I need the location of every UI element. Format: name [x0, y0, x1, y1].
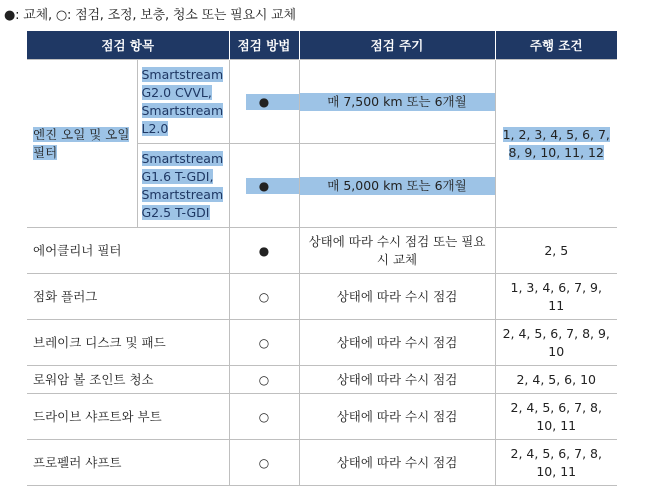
- method-symbol: ○: [229, 274, 299, 320]
- engine-oil-item-label: 엔진 오일 및 오일 필터: [33, 126, 130, 160]
- method-symbol: ○: [229, 394, 299, 440]
- legend-text: ●: 교체, ○: 점검, 조정, 보충, 청소 또는 필요시 교체: [4, 8, 296, 23]
- conditions-cell: 1, 3, 4, 6, 7, 9, 11: [495, 274, 617, 320]
- interval-cell: 상태에 따라 수시 점검: [299, 440, 495, 486]
- engine-oil-conditions: [495, 60, 617, 228]
- engine-oil-conditions-label: 1, 2, 3, 4, 5, 6, 7, 8, 9, 10, 11, 12: [502, 126, 610, 160]
- engine-variant-2-label: Smartstream G1.6 T-GDI, Smartstream G2.5 T-GDI: [141, 150, 224, 220]
- interval-cell: 상태에 따라 수시 점검: [299, 366, 495, 394]
- row-item: 프로펠러 샤프트: [27, 440, 229, 486]
- header-conditions: 주행 조건: [495, 31, 617, 60]
- table-row: [27, 394, 617, 440]
- interval-cell: 상태에 따라 수시 점검: [299, 274, 495, 320]
- engine-oil-item: [27, 60, 137, 228]
- row-item: 브레이크 디스크 및 패드: [27, 320, 229, 366]
- header-method: 점검 방법: [229, 31, 299, 60]
- table-row: [27, 366, 617, 394]
- method-cell: [229, 144, 299, 228]
- header-interval: 점검 주기: [299, 31, 495, 60]
- interval-cell: [299, 60, 495, 144]
- table-row: [27, 440, 617, 486]
- method-symbol: ○: [229, 440, 299, 486]
- table-row: [27, 60, 617, 144]
- table-row: [27, 274, 617, 320]
- row-item: 에어클리너 필터: [27, 228, 229, 274]
- table-row: [27, 228, 617, 274]
- interval-text: 매 5,000 km 또는 6개월: [300, 177, 495, 195]
- interval-cell: [299, 144, 495, 228]
- replace-symbol: ●: [258, 178, 270, 193]
- table-row: [27, 320, 617, 366]
- interval-cell: 상태에 따라 수시 점검: [299, 394, 495, 440]
- engine-variant-1-label: Smartstream G2.0 CVVL, Smartstream L2.0: [141, 66, 224, 136]
- method-symbol: ○: [229, 320, 299, 366]
- conditions-cell: 2, 4, 5, 6, 7, 8, 9, 10: [495, 320, 617, 366]
- method-symbol: ●: [229, 228, 299, 274]
- interval-cell: 상태에 따라 수시 점검 또는 필요시 교체: [299, 228, 495, 274]
- conditions-cell: 2, 4, 5, 6, 7, 8, 10, 11: [495, 440, 617, 486]
- row-item: 로워암 볼 조인트 청소: [27, 366, 229, 394]
- row-item: 드라이브 샤프트와 부트: [27, 394, 229, 440]
- maintenance-table: [27, 31, 617, 486]
- method-symbol: ○: [229, 366, 299, 394]
- engine-variant-2: [137, 144, 229, 228]
- header-item: 점검 항목: [27, 31, 229, 60]
- replace-symbol: ●: [258, 94, 270, 109]
- conditions-cell: 2, 5: [495, 228, 617, 274]
- table-header-row: [27, 31, 617, 60]
- engine-variant-1: [137, 60, 229, 144]
- conditions-cell: 2, 4, 5, 6, 10: [495, 366, 617, 394]
- interval-cell: 상태에 따라 수시 점검: [299, 320, 495, 366]
- conditions-cell: 2, 4, 5, 6, 7, 8, 10, 11: [495, 394, 617, 440]
- interval-text: 매 7,500 km 또는 6개월: [300, 93, 495, 111]
- row-item: 점화 플러그: [27, 274, 229, 320]
- method-cell: [229, 60, 299, 144]
